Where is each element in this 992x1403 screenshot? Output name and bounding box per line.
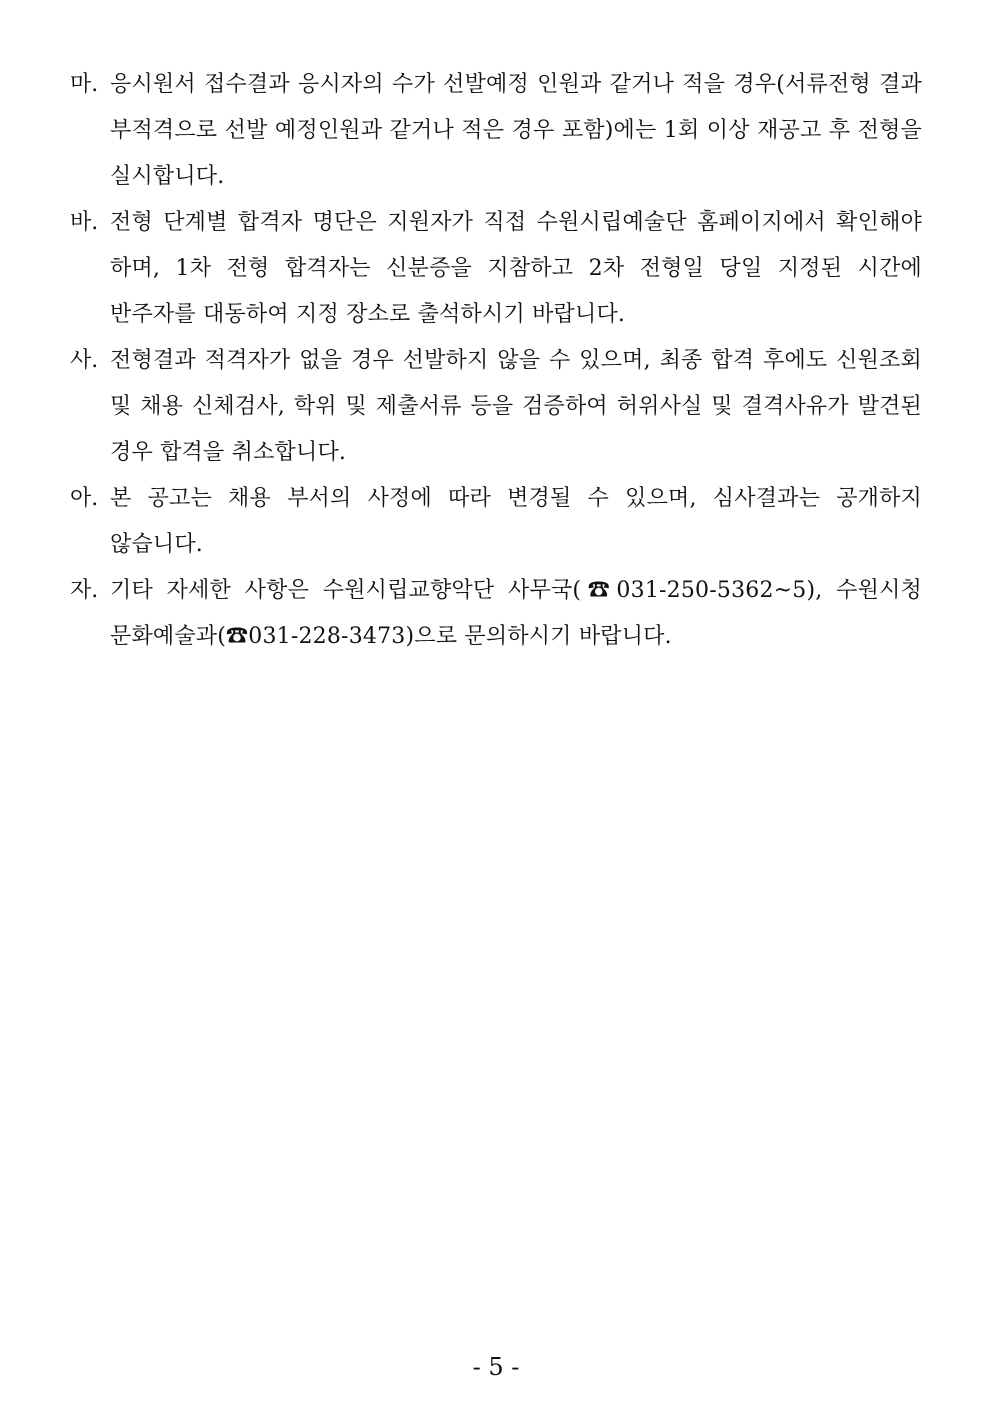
item-marker: 바. [70,210,99,235]
list-item [70,62,922,200]
list-item [70,200,922,338]
item-text: 응시원서 접수결과 응시자의 수가 선발예정 인원과 같거나 적을 경우(서류전형 결과 부적격으로 선발 예정인원과 같거나 적은 경우 포함)에는 1회 이상 재공고 후 전형을 실시합니다. [110,72,922,189]
item-text: 본 공고는 채용 부서의 사정에 따라 변경될 수 있으며, 심사결과는 공개하지 않습니다. [110,486,922,557]
page-number: - 5 - [472,1353,520,1381]
item-marker: 사. [70,348,99,373]
list-item [70,568,922,660]
item-text: 전형 단계별 합격자 명단은 지원자가 직접 수원시립예술단 홈페이지에서 확인해야 하며, 1차 전형 합격자는 신분증을 지참하고 2차 전형일 당일 지정된 시간에 반주자를 대동하여 지정 장소로 출석하시기 바랍니다. [110,210,922,327]
item-text: 기타 자세한 사항은 수원시립교향악단 사무국(☎031-250-5362~5), 수원시청 문화예술과(☎031-228-3473)으로 문의하시기 바랍니다. [110,578,922,649]
item-marker: 자. [70,578,99,603]
item-marker: 아. [70,486,99,511]
list-item [70,338,922,476]
item-marker: 마. [70,72,99,97]
item-text: 전형결과 적격자가 없을 경우 선발하지 않을 수 있으며, 최종 합격 후에도 신원조회 및 채용 신체검사, 학위 및 제출서류 등을 검증하여 허위사실 및 결격사유가 발견된 경우 합격을 취소합니다. [110,348,922,465]
notice-list [70,62,922,660]
list-item [70,476,922,568]
